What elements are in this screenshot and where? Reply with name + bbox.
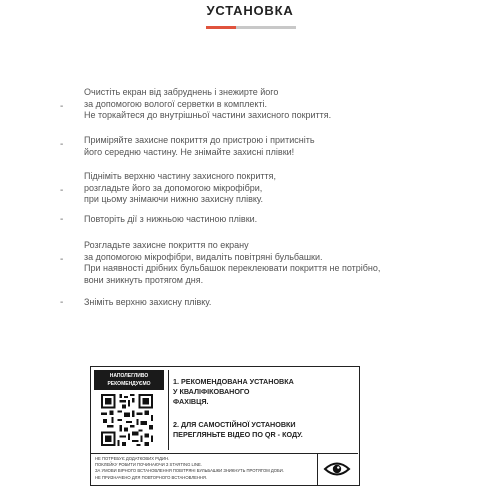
step-text [84,240,380,286]
step-bullet: - [60,185,64,196]
fine-print-line: НЕ ПОТРЕБУЄ ДОДАТКОВИХ РІДИН. [95,456,170,461]
step-text [84,297,211,309]
divider [317,453,318,485]
step-line: розгладьте його за допомогою мікрофібри, [84,182,263,193]
recommendation-line: ПЕРЕГЛЯНЬТЕ ВІДЕО ПО QR - КОДУ. [173,430,303,439]
recommend-badge [94,370,164,390]
fine-print [95,456,315,481]
badge-line: НАПОЛЕГЛИВО [109,373,149,379]
step-text [84,135,315,158]
title-underline [206,26,296,29]
step-line: Приміряйте захисне покриття до пристрою і притисніть [84,135,315,145]
step-line: за допомогою вологої серветки в комплекті. [84,98,268,109]
step-bullet: - [60,101,64,112]
step-line: за допомогою мікрофібри, видаліть повітряні бульбашки. [84,251,323,262]
divider [168,370,169,450]
step-line: Очистіть екран від забруднень і знежирте його [84,87,279,97]
step-bullet: - [60,214,64,225]
step-line: Не торкайтеся до внутрішньої частини захисного покриття. [84,110,332,121]
step-bullet: - [60,297,64,308]
recommendation-line: 2. ДЛЯ САМОСТІЙНОЇ УСТАНОВКИ [173,420,296,429]
page-title: УСТАНОВКА [206,3,294,18]
step-line: його середню частину. Не знімайте захисні плівки! [84,146,295,157]
recommendation-1 [173,377,353,407]
step-line: Зніміть верхню захисну плівку. [84,297,212,307]
step-text [84,87,331,122]
step-line: при цьому знімаючи нижню захисну плівку. [84,194,264,205]
recommendation-box [90,366,360,486]
fine-print-line: ЗА УМОВИ ВІРНОГО ВСТАНОВЛЕННЯ ПОВІТРЯНІ БУЛЬБАШКИ ЗНИКНУТЬ ПРОТЯГОМ ДОБИ. [95,468,284,474]
step-line: При наявності дрібних бульбашок переклеювати покриття не потрібно, [84,263,381,274]
recommendation-line: У КВАЛІФІКОВАНОГО [173,387,250,396]
badge-line: РЕКОМЕНДУЄМО [107,381,151,387]
fine-print-line: НЕ ПРИЗНАЧЕНО ДЛЯ ПОВТОРНОГО ВСТАНОВЛЕННЯ. [95,474,208,480]
title-underline-gray [236,26,296,29]
step-bullet: - [60,139,64,150]
title-underline-accent [206,26,236,29]
recommendation-2 [173,420,353,440]
recommendation-line: ФАХІВЦЯ. [173,397,209,406]
step-line: Підніміть верхню частину захисного покриття, [84,171,277,181]
qr-code-icon[interactable] [101,394,153,446]
fine-print-line: ПОКЛЕЙКУ РОБИТИ ПОЧИНАЮЧИ З STARTING LINE. [95,462,202,468]
recommendation-line: 1. РЕКОМЕНДОВАНА УСТАНОВКА [173,377,294,386]
step-bullet: - [60,254,64,265]
step-line: Повторіть дії з нижньою частиною плівки. [84,214,258,224]
step-line: вони зникнуть протягом дня. [84,274,204,285]
step-line: Розгладьте захисне покриття по екрану [84,240,249,250]
step-text [84,171,276,206]
eye-icon [323,458,351,480]
step-text [84,214,257,226]
